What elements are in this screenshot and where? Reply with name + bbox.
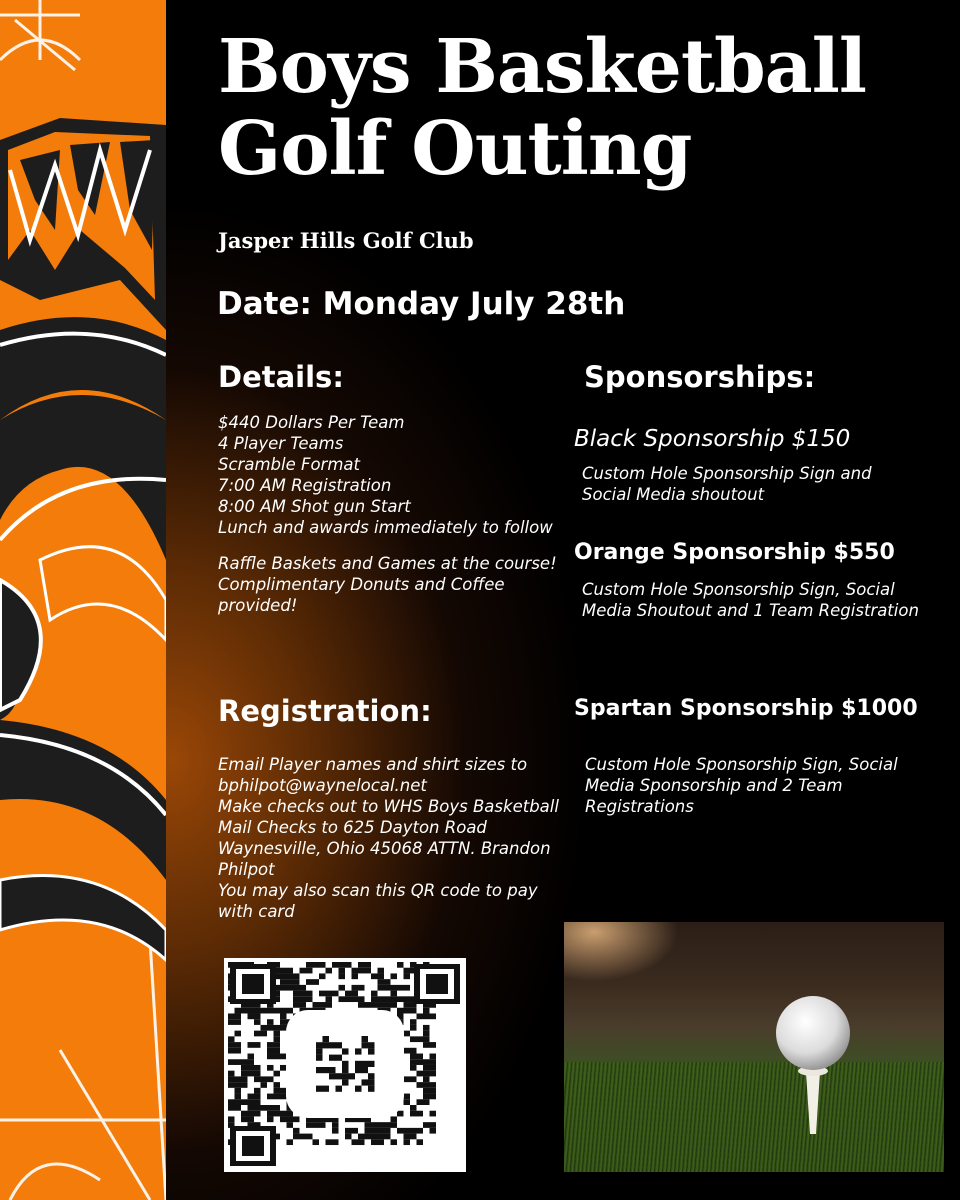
details-line: $440 Dollars Per Team (218, 413, 405, 432)
details-list (218, 412, 563, 616)
details-line: Lunch and awards immediately to follow (218, 518, 553, 537)
sponsorship-black-description: Custom Hole Sponsorship Sign and Social Media shoutout (582, 464, 872, 504)
spartan-helmet-logo-icon (0, 0, 166, 1200)
registration-heading: Registration: (218, 694, 432, 728)
registration-checks-line: Make checks out to WHS Boys Basketball (218, 797, 559, 816)
qr-code-icon[interactable] (224, 958, 466, 1172)
details-line: Scramble Format (218, 455, 360, 474)
registration-mail-line: Mail Checks to 625 Dayton Road Waynesville, Ohio 45068 ATTN. Brandon Philpot (218, 818, 551, 879)
registration-list (218, 754, 563, 922)
venue-name: Jasper Hills Golf Club (218, 228, 474, 253)
sponsorship-orange-description: Custom Hole Sponsorship Sign, Social Media Shoutout and 1 Team Registration (582, 580, 919, 620)
title-line-1: Boys Basketball (218, 24, 866, 110)
event-date: Date: Monday July 28th (217, 286, 626, 322)
page-title (218, 26, 958, 190)
title-line-2: Golf Outing (218, 106, 692, 192)
details-extra: Raffle Baskets and Games at the course! (218, 554, 557, 573)
registration-email-line: Email Player names and shirt sizes to bphilpot@waynelocal.net (218, 755, 528, 795)
details-line: 7:00 AM Registration (218, 476, 392, 495)
sponsorship-spartan-title: Spartan Sponsorship $1000 (574, 696, 918, 721)
details-extra: Complimentary Donuts and Coffee provided! (218, 575, 505, 615)
golf-ball-photo (564, 922, 944, 1172)
registration-qr-line: You may also scan this QR code to pay with card (218, 881, 538, 921)
sponsorship-black-title: Black Sponsorship $150 (574, 426, 851, 452)
details-line: 4 Player Teams (218, 434, 344, 453)
sponsorship-spartan-description: Custom Hole Sponsorship Sign, Social Media Sponsorship and 2 Team Registrations (585, 755, 898, 816)
sponsorship-orange-title: Orange Sponsorship $550 (574, 540, 895, 565)
sponsorships-heading: Sponsorships: (584, 360, 816, 394)
details-heading: Details: (218, 360, 344, 394)
details-line: 8:00 AM Shot gun Start (218, 497, 411, 516)
